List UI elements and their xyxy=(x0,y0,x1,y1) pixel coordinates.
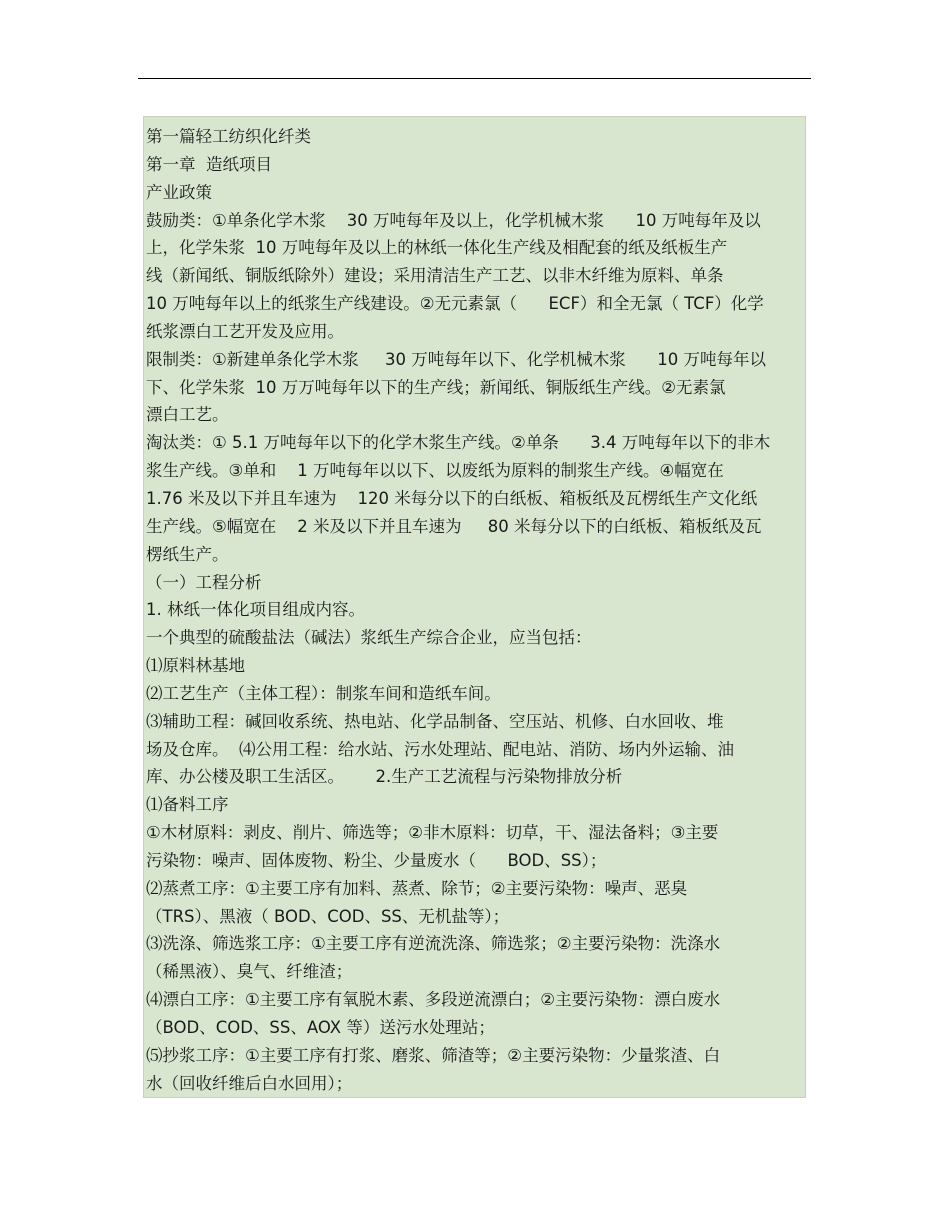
document-line: ⑸抄浆工序：①主要工序有打浆、磨浆、筛渣等；②主要污染物：少量浆渣、白 xyxy=(146,1045,721,1065)
document-line: 第一篇轻工纺织化纤类 xyxy=(146,127,311,146)
document-line: 下、化学朱浆 10 万万吨每年以下的生产线；新闻纸、铜版纸生产线。②无素氯 xyxy=(146,377,726,397)
document-line: ⑵蒸煮工序：①主要工序有加料、蒸煮、除节；②主要污染物：噪声、恶臭 xyxy=(146,878,688,898)
document-line: 纸浆漂白工艺开发及应用。 xyxy=(146,321,344,341)
document-line: 第一章 造纸项目 xyxy=(146,154,272,174)
document-line: 生产线。⑤幅宽在 2 米及以下并且车速为 80 米每分以下的白纸板、箱板纸及瓦 xyxy=(146,516,762,536)
document-line: ⑴备料工序 xyxy=(146,795,229,815)
document-line: 场及仓库。 ⑷公用工程：给水站、污水处理站、配电站、消防、场内外运输、油 xyxy=(146,739,734,759)
document-line: （TRS）、黑液（ BOD、COD、SS、无机盐等）； xyxy=(146,906,510,926)
document-line: 污染物：噪声、固体废物、粉尘、少量废水（ BOD、SS）； xyxy=(146,850,607,870)
document-line: 线（新闻纸、铜版纸除外）建设；采用清洁生产工艺、以非木纤维为原料、单条 xyxy=(146,266,724,286)
document-line: 10 万吨每年以上的纸浆生产线建设。②无元素氯（ ECF）和全无氯（ TCF）化学 xyxy=(146,294,764,314)
document-line: ⑵工艺生产（主体工程）：制浆车间和造纸车间。 xyxy=(146,683,501,703)
document-line: 产业政策 xyxy=(146,182,212,202)
document-line: 淘汰类：① 5.1 万吨每年以下的化学木浆生产线。②单条 3.4 万吨每年以下的非木 xyxy=(146,433,771,453)
document-line: ①木材原料：剥皮、削片、筛选等；②非木原料：切草，干、湿法备料；③主要 xyxy=(146,823,719,843)
document-line: 漂白工艺。 xyxy=(146,405,229,425)
header-rule xyxy=(138,78,811,79)
document-line: ⑴原料林基地 xyxy=(146,656,245,676)
document-content-box xyxy=(143,116,806,1098)
document-line: ⑷漂白工序：①主要工序有氧脱木素、多段逆流漂白；②主要污染物：漂白废水 xyxy=(146,990,721,1010)
document-line: 库、办公楼及职工生活区。 2.生产工艺流程与污染物排放分析 xyxy=(146,767,623,787)
document-line: 楞纸生产。 xyxy=(146,544,229,564)
document-line: 1.76 米及以下并且车速为 120 米每分以下的白纸板、箱板纸及瓦楞纸生产文化纸 xyxy=(146,488,758,508)
document-line: 浆生产线。③单和 1 万吨每年以以下、以废纸为原料的制浆生产线。④幅宽在 xyxy=(146,461,724,481)
document-line: 限制类：①新建单条化学木浆 30 万吨每年以下、化学机械木浆 10 万吨每年以 xyxy=(146,349,766,369)
document-line: 一个典型的硫酸盐法（碱法）浆纸生产综合企业，应当包括： xyxy=(146,628,592,648)
document-line: 1. 林纸一体化项目组成内容。 xyxy=(146,600,365,620)
document-line: （一）工程分析 xyxy=(146,572,262,592)
document-line: （BOD、COD、SS、AOX 等）送污水处理站； xyxy=(146,1018,495,1037)
document-line: 上，化学朱浆 10 万吨每年及以上的林纸一体化生产线及相配套的纸及纸板生产 xyxy=(146,238,728,258)
document-line: ⑶辅助工程：碱回收系统、热电站、化学品制备、空压站、机修、白水回收、堆 xyxy=(146,711,724,731)
document-line: ⑶洗涤、筛选浆工序：①主要工序有逆流洗涤、筛选浆；②主要污染物：洗涤水 xyxy=(146,934,721,954)
document-line: （稀黑液）、臭气、纤维渣； xyxy=(146,962,353,982)
document-line: 水（回收纤维后白水回用）； xyxy=(146,1073,353,1093)
document-line: 鼓励类：①单条化学木浆 30 万吨每年及以上，化学机械木浆 10 万吨每年及以 xyxy=(146,210,761,230)
